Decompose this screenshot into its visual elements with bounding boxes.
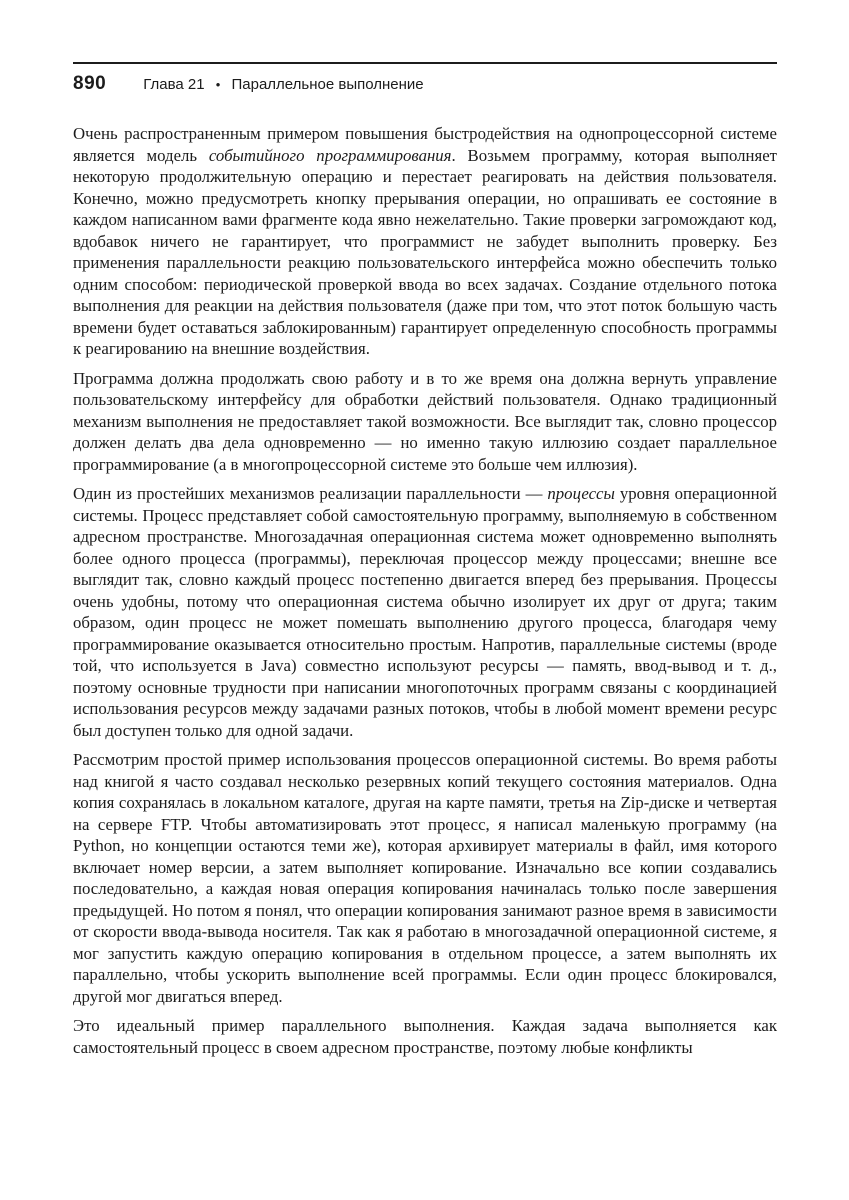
paragraph: [73, 483, 777, 741]
paragraph: [73, 123, 777, 360]
emphasis-text: событийного программирования: [208, 145, 452, 165]
paragraph: [73, 749, 777, 1007]
page-number: 890: [73, 73, 107, 94]
chapter-line: [143, 76, 423, 93]
body-text-run: Программа должна продолжать свою работу и в то же время она должна вернуть управление пользовательскому интерфейсу для обработки действий пользователя. Однако традиционный механизм выполнения не предоставляет такой возможности. Все выглядит так, словно процессор должен делать два дела одновременно — но именно такую иллюзию создает параллельное программирование (а в многопроцессорной системе это больше чем иллюзия).: [73, 368, 777, 474]
text-column: [73, 0, 777, 1058]
running-head: [73, 73, 777, 95]
body-text-run: Рассмотрим простой пример использования процессов операционной системы. Во время работы над книгой я часто создавал несколько резервных копий текущего состояния материалов. Одна копия сохранялась в локальном каталоге, другая на карте памяти, третья на Zip-диске и четвертая на сервере FTP. Чтобы автоматизировать этот процесс, я написал маленькую программу (на Python, но концепции остаются теми же), которая архивирует материалы в файл, имя которого включает номер версии, а затем выполняет копирование. Изначально все копии создавались последовательно, а каждая новая операция копирования начиналась только после завершения предыдущей. Но потом я понял, что операции копирования занимают разное время в зависимости от скорости ввода-вывода носителя. Так как я работаю в многозадачной операционной системе, я мог запустить каждую операцию копирования в отдельном процессе, а затем выполнять их параллельно, чтобы ускорить выполнение всей программы. Если один процесс блокировался, другой мог двигаться вперед.: [73, 750, 777, 1006]
chapter-label: Глава 21: [143, 76, 205, 93]
emphasis-text: процессы: [547, 484, 615, 503]
paragraph: [73, 1015, 777, 1058]
body-text-run: . Возьмем программу, которая выполняет некоторую продолжительную операцию и перестает реагировать на действия пользователя. Конечно, можно предусмотреть кнопку прерывания операции, но опрашивать ее состояние в каждом написанном вами фрагменте кода явно нежелательно. Такие проверки загромождают код, вдобавок ничего не гарантирует, что программист не забудет выполнить проверку. Без применения параллельности реакцию пользовательского интерфейса можно обеспечить только одним способом: периодической проверкой ввода во всех задачах. Создание отдельного потока выполнения для реакции на действия пользователя (даже при том, что этот поток большую часть времени будет оставаться заблокированным) гарантирует определенную способность программы к реагированию на внешние воздействия.: [73, 145, 777, 358]
body-text-run: Один из простейших механизмов реализации параллельности —: [73, 484, 548, 503]
paragraph: [73, 368, 777, 476]
body-text-run: Это идеальный пример параллельного выполнения. Каждая задача выполняется как самостоятельный процесс в своем адресном пространстве, поэтому любые конфликты: [73, 1016, 777, 1057]
chapter-title: Параллельное выполнение: [231, 76, 424, 93]
bullet-separator-icon: •: [215, 77, 221, 92]
page-body: [73, 123, 777, 1058]
header-rule: [73, 62, 777, 64]
body-text-run: уровня операционной системы. Процесс представляет собой самостоятельную программу, выполняемую в собственном адресном пространстве. Многозадачная операционная система может одновременно выполнять более одного процесса (программы), переключая процессор между процессами; внешне все выглядит так, словно каждый процесс постепенно двигается вперед без прерывания. Процессы очень удобны, потому что операционная система обычно изолирует их друг от друга; таким образом, один процесс не может помешать выполнению другого процесса, благодаря чему программирование оказывается относительно простым. Напротив, параллельные системы (вроде той, что используется в Java) совместно используют ресурсы — память, ввод-вывод и т. д., поэтому основные трудности при написании многопоточных программ связаны с координацией использования ресурсов между задачами разных потоков, чтобы в любой момент времени ресурс был доступен только для одной задачи.: [73, 484, 778, 740]
body-text-run: Очень распространенным примером повышения быстродействия на однопроцессорной системе является модель: [73, 124, 777, 165]
